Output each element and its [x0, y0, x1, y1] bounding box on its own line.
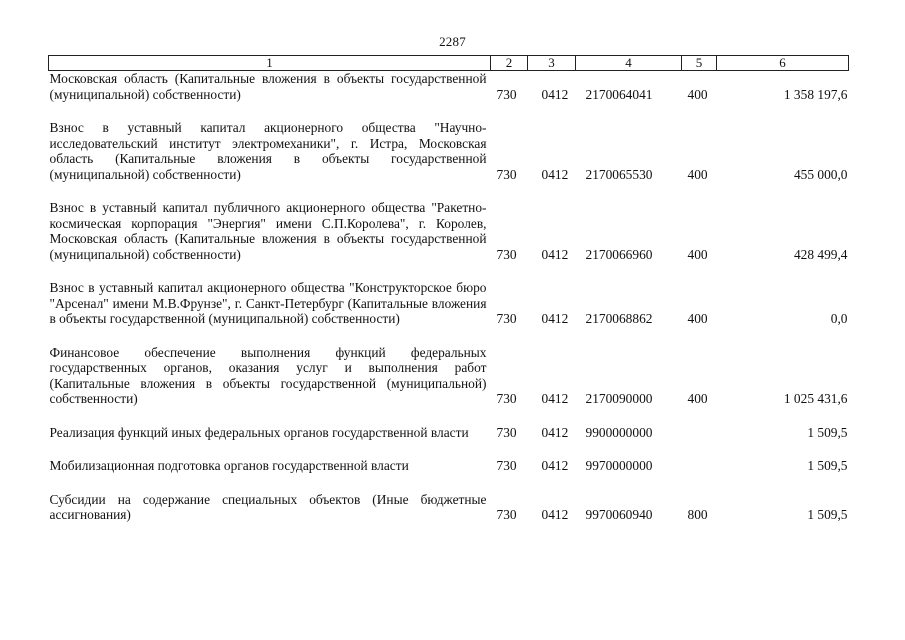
- column-header-4: 4: [576, 56, 682, 71]
- row-target-article: 2170068862: [585, 311, 653, 326]
- row-ministry-code: 730: [496, 458, 517, 473]
- row-description: Московская область (Капитальные вложения в объекты государственной (муниципальной) собственности): [49, 71, 487, 102]
- row-section-code: 0412: [541, 86, 569, 102]
- page-number: 2287: [439, 34, 466, 49]
- row-amount: 1 509,5: [807, 458, 848, 473]
- row-description: Мобилизационная подготовка органов государственной власти: [49, 458, 409, 473]
- row-section-code: 0412: [541, 311, 569, 326]
- row-description: Финансовое обеспечение выполнения функций федеральных государственных органов, оказания услуг и выполнения работ (Капитальные вложения в объекты государственной (муниципальной) собственности): [49, 344, 487, 406]
- table-body: [49, 71, 849, 523]
- table-row: [49, 425, 849, 441]
- row-expense-type: 400: [687, 86, 708, 102]
- table-row: [49, 492, 849, 523]
- table-header: [49, 56, 849, 71]
- row-spacer: [49, 474, 849, 492]
- row-expense-type: [682, 458, 717, 474]
- table-row: [49, 71, 849, 103]
- row-spacer: [49, 407, 849, 425]
- row-spacer: [49, 327, 849, 345]
- column-header-5: 5: [682, 56, 717, 71]
- row-expense-type: 400: [687, 311, 708, 326]
- row-amount: 428 499,4: [793, 246, 848, 262]
- row-amount: 455 000,0: [793, 166, 848, 182]
- row-expense-type: 800: [687, 507, 708, 522]
- row-section-code: 0412: [541, 166, 569, 182]
- row-amount: 1 025 431,6: [783, 391, 848, 406]
- column-header-1: 1: [49, 56, 491, 71]
- row-target-article: 9900000000: [585, 424, 653, 440]
- row-section-code: 0412: [541, 246, 569, 262]
- table-row: [49, 458, 849, 474]
- row-section-code: 0412: [541, 458, 569, 473]
- row-target-article: 2170064041: [585, 86, 653, 102]
- row-description: Взнос в уставный капитал акционерного общества "Научно-исследовательский институт электромеханики", г. Истра, Московская область (Капитальные вложения в объекты государственной (муниципальной) собственности): [49, 120, 487, 182]
- row-expense-type: [682, 425, 717, 441]
- row-ministry-code: 730: [496, 507, 517, 522]
- row-expense-type: 400: [687, 166, 708, 182]
- row-description: Взнос в уставный капитал акционерного общества "Конструкторское бюро "Арсенал" имени М.В.Фрунзе", г. Санкт-Петербург (Капитальные вложения в объекты государственной (муниципальной) собственности): [49, 280, 487, 326]
- row-expense-type: 400: [687, 246, 708, 262]
- row-spacer: [49, 102, 849, 120]
- row-ministry-code: 730: [496, 246, 517, 262]
- budget-table: [48, 55, 849, 523]
- row-description: Реализация функций иных федеральных органов государственной власти: [49, 424, 469, 440]
- column-header-6: 6: [717, 56, 849, 71]
- row-ministry-code: 730: [496, 86, 517, 102]
- row-ministry-code: 730: [496, 391, 517, 406]
- row-expense-type: 400: [687, 391, 708, 406]
- table-row: [49, 120, 849, 182]
- row-target-article: 2170065530: [585, 166, 653, 182]
- row-amount: 1 509,5: [807, 507, 848, 522]
- row-section-code: 0412: [541, 424, 569, 440]
- column-header-2: 2: [491, 56, 528, 71]
- row-target-article: 2170066960: [585, 246, 653, 262]
- row-amount: 1 509,5: [807, 424, 848, 440]
- row-section-code: 0412: [541, 391, 569, 406]
- row-target-article: 9970060940: [585, 507, 653, 522]
- table-row: [49, 345, 849, 407]
- row-spacer: [49, 262, 849, 280]
- row-description: Взнос в уставный капитал публичного акционерного общества "Ракетно-космическая корпорация "Энергия" имени С.П.Королева", г. Королев, Московская область (Капитальные вложения в объекты государственной (муниципальной) собственности): [49, 200, 487, 262]
- budget-table-container: [48, 55, 848, 523]
- table-row: [49, 280, 849, 327]
- table-row: [49, 200, 849, 262]
- row-amount: 0,0: [830, 311, 848, 326]
- row-amount: 1 358 197,6: [783, 86, 848, 102]
- row-description: Субсидии на содержание специальных объектов (Иные бюджетные ассигнования): [49, 491, 487, 522]
- header-row: [49, 56, 849, 71]
- row-section-code: 0412: [541, 507, 569, 522]
- row-ministry-code: 730: [496, 424, 517, 440]
- row-ministry-code: 730: [496, 311, 517, 326]
- row-target-article: 9970000000: [585, 458, 653, 473]
- column-header-3: 3: [528, 56, 576, 71]
- row-spacer: [49, 182, 849, 200]
- row-spacer: [49, 440, 849, 458]
- row-ministry-code: 730: [496, 166, 517, 182]
- row-target-article: 2170090000: [585, 391, 653, 406]
